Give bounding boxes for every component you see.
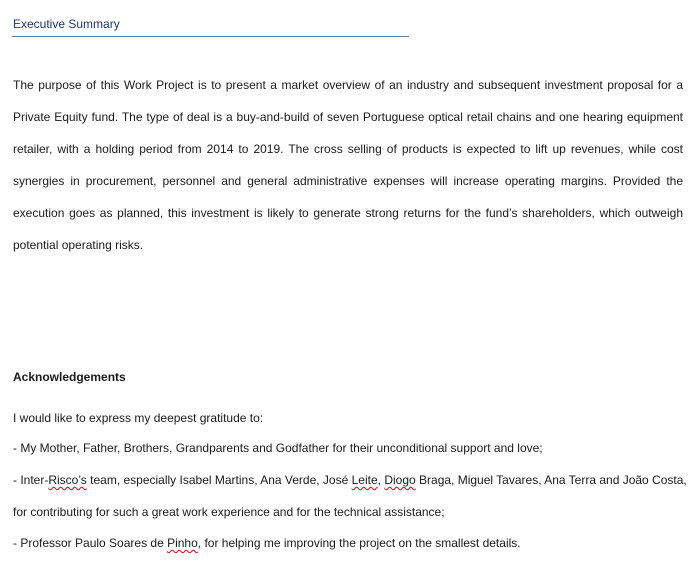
spellcheck-word-pinho: Pinho bbox=[167, 536, 198, 550]
acknowledgement-item-professor bbox=[13, 536, 521, 550]
acknowledgements-heading: Acknowledgements bbox=[13, 370, 126, 384]
item-professor-suffix: , for helping me improving the project on the smallest details. bbox=[197, 536, 521, 550]
spellcheck-word-diogo: Diogo bbox=[384, 473, 416, 487]
item-team-part2: Braga, Miguel Tavares, Ana Terra and João Costa, bbox=[415, 473, 687, 487]
summary-line-5: execution goes as planned, this investment is likely to generate strong returns for the fund’s shareholders, which outweigh bbox=[13, 206, 683, 220]
summary-line-3: retailer, with a holding period from 2014 to 2019. The cross selling of products is expected to lift up revenues, while cost bbox=[13, 142, 683, 156]
acknowledgement-item-team-continuation: for contributing for such a great work experience and for the technical assistance; bbox=[13, 505, 445, 519]
acknowledgement-item-family: - My Mother, Father, Brothers, Grandparents and Godfather for their unconditional support and love; bbox=[13, 441, 543, 455]
summary-line-6: potential operating risks. bbox=[13, 238, 144, 252]
executive-summary-paragraph bbox=[13, 69, 683, 261]
summary-line-2: Private Equity fund. The type of deal is a buy-and-build of seven Portuguese optical retail chains and one hearing equipment bbox=[13, 110, 683, 124]
executive-summary-heading: Executive Summary bbox=[13, 17, 120, 31]
heading-underline-rule bbox=[12, 36, 409, 37]
item-professor-prefix: - Professor Paulo Soares de bbox=[13, 536, 168, 550]
summary-line-4: synergies in procurement, personnel and general administrative expenses will increase operating margins. Provided the bbox=[13, 174, 683, 188]
item-team-part1: team, especially Isabel Martins, Ana Verde, José bbox=[86, 473, 352, 487]
item-team-separator: , bbox=[377, 473, 385, 487]
spellcheck-word-risco: Risco’s bbox=[48, 473, 87, 487]
summary-line-1: The purpose of this Work Project is to present a market overview of an industry and subsequent investment proposal for a bbox=[13, 78, 683, 92]
acknowledgements-intro: I would like to express my deepest gratitude to: bbox=[13, 411, 264, 425]
item-team-prefix: - Inter- bbox=[13, 473, 49, 487]
acknowledgement-item-team bbox=[13, 473, 687, 487]
spellcheck-word-leite: Leite bbox=[351, 473, 378, 487]
